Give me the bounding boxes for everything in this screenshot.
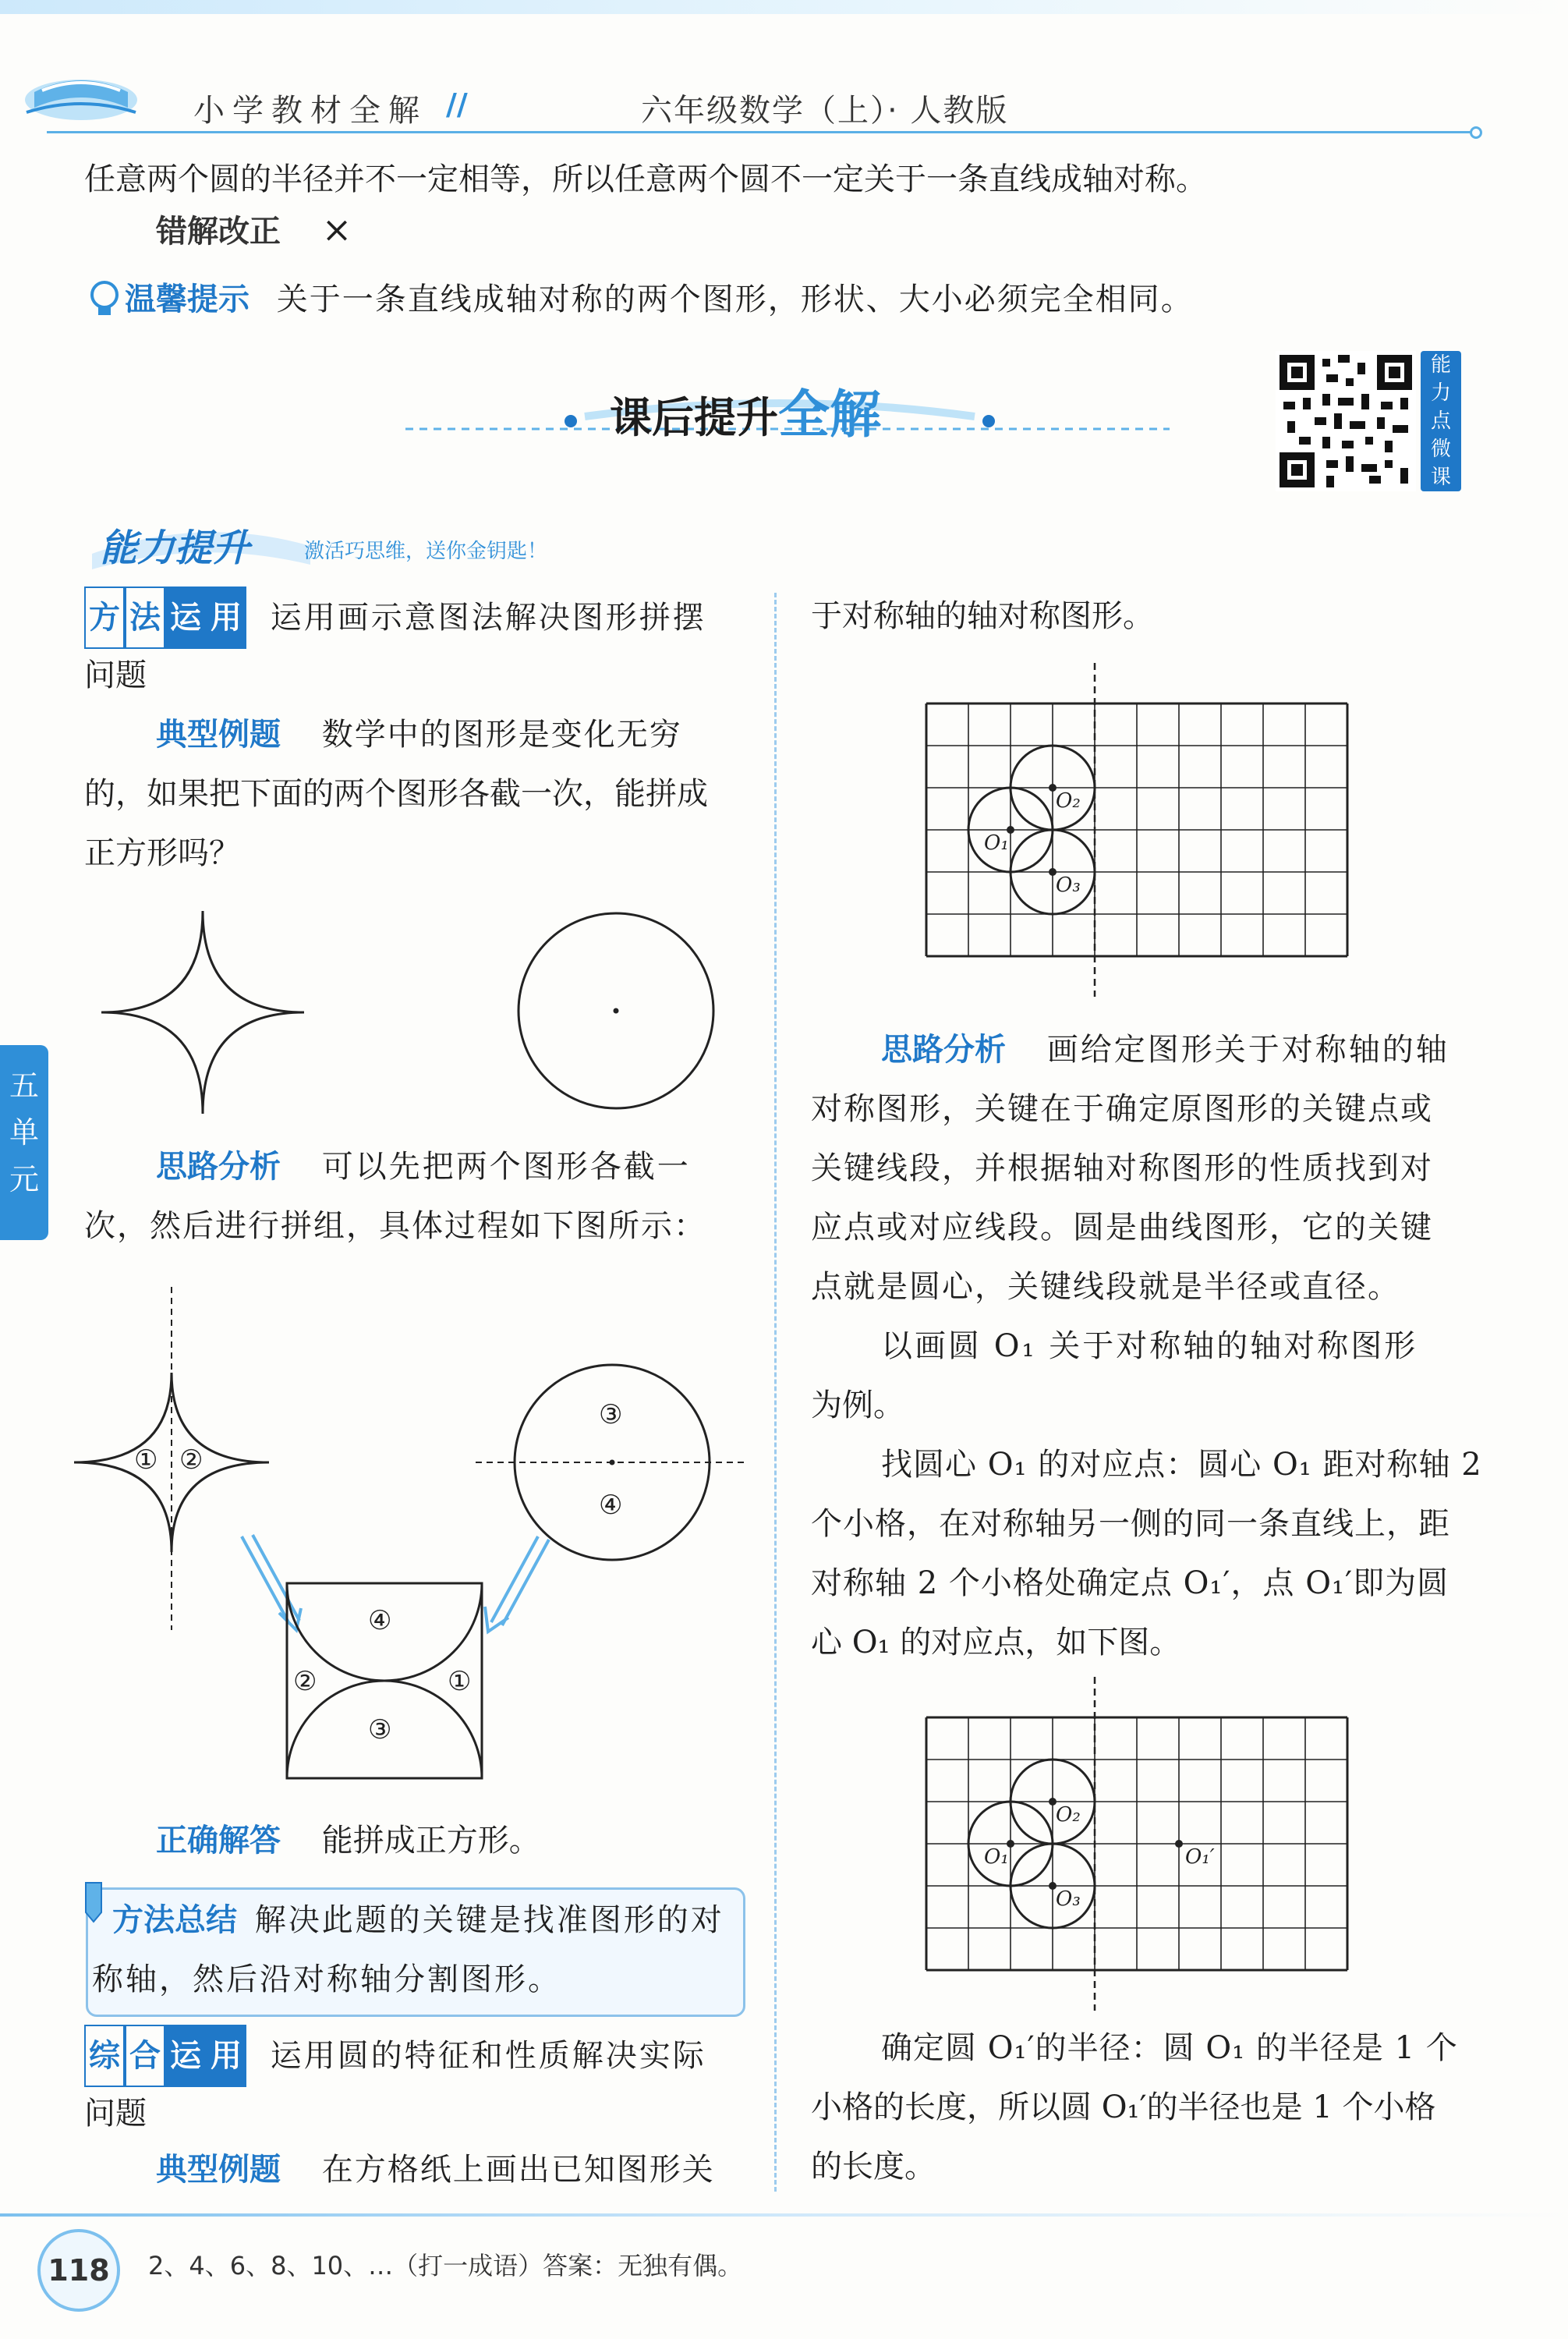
comp-title-1: 运用圆的特征和性质解决实际 <box>270 2038 706 2074</box>
label-four-square: ④ <box>368 1605 392 1636</box>
comp-box-char: 合 <box>125 2025 165 2087</box>
right-analysis-line-5: 点就是圆心，关键线段就是半径或直径。 <box>811 1269 1400 1305</box>
book-logo-icon <box>19 61 143 123</box>
lightbulb-icon <box>87 278 123 321</box>
method-box-char: 用 <box>206 587 246 649</box>
qr-side-char: 微 <box>1430 438 1451 461</box>
header-slashes: // <box>446 87 468 122</box>
summary-row <box>112 1891 724 1950</box>
method-box-char: 方 <box>84 587 125 649</box>
grid-figure-2 <box>920 1677 1357 2012</box>
label-two-astroid: ② <box>179 1444 204 1476</box>
right-p3-line-2: 个小格，在对称轴另一侧的同一条直线上，距 <box>811 1506 1450 1542</box>
comp-title-2: 问题 <box>84 2096 147 2132</box>
astroid-shape <box>101 911 304 1114</box>
qr-code-icon[interactable] <box>1276 351 1416 491</box>
example-line-2: 的，如果把下面的两个图形各截一次，能拼成 <box>84 776 708 812</box>
analysis-line-1: 可以先把两个图形各截一 <box>321 1149 691 1185</box>
correction-mark: × <box>321 208 352 250</box>
analysis-line-2: 次，然后进行拼组，具体过程如下图所示： <box>84 1208 706 1244</box>
qr-side-char: 力 <box>1430 381 1451 405</box>
tip-row <box>125 270 1194 329</box>
example-line-1: 数学中的图形是变化无穷 <box>321 717 682 753</box>
header-rule-end <box>1470 126 1482 139</box>
grid1-label-o3: O₃ <box>1056 874 1081 897</box>
summary-line-1: 解决此题的关键是找准图形的对 <box>254 1902 724 1938</box>
top-line: 任意两个圆的半径并不一定相等，所以任意两个圆不一定关于一条直线成轴对称。 <box>84 161 1207 197</box>
right-analysis-line-1: 画给定图形关于对称轴的轴 <box>1046 1032 1449 1068</box>
section-title <box>610 373 881 447</box>
ability-title: 能力提升 <box>100 526 250 570</box>
summary-label: 方法总结 <box>112 1902 237 1938</box>
header-rule <box>47 131 1474 133</box>
unit-tab-char: 单 <box>9 1115 39 1150</box>
cut-assembly-diagram <box>70 1287 756 1786</box>
circle-shape <box>515 909 717 1112</box>
comp-heading <box>84 2025 755 2087</box>
right-p4-line-2: 小格的长度，所以圆 O₁′的半径也是 1 个小格 <box>811 2089 1436 2125</box>
correction-row <box>156 200 352 261</box>
unit-tab-char: 五 <box>9 1068 39 1103</box>
cut-astroid <box>74 1287 269 1630</box>
section-title-a: 课后提升 <box>610 393 778 442</box>
right-p4-line-1: 确定圆 O₁′的半径：圆 O₁ 的半径是 1 个 <box>881 2030 1458 2066</box>
example-label: 典型例题 <box>156 717 281 753</box>
right-p2-line-1: 以画圆 O₁ 关于对称轴的轴对称图形 <box>881 1328 1418 1364</box>
footer-rule <box>0 2213 1568 2217</box>
example-row <box>156 705 682 764</box>
right-analysis-line-4: 应点或对应线段。圆是曲线图形，它的关键 <box>811 1210 1433 1246</box>
method-title-1: 运用画示意图法解决图形拼摆 <box>270 600 706 636</box>
qr-side-char: 点 <box>1430 409 1451 433</box>
correction-label: 错解改正 <box>156 214 281 250</box>
example-line-3: 正方形吗？ <box>84 835 240 871</box>
book-title: 小学教材全解 <box>193 93 427 129</box>
label-three-square: ③ <box>368 1714 392 1745</box>
right-analysis-row <box>881 1020 1449 1079</box>
example2-label: 典型例题 <box>156 2152 281 2188</box>
summary-line-2: 称轴，然后沿对称轴分割图形。 <box>92 1962 561 1997</box>
right-p3-line-4: 心 O₁ 的对应点，如下图。 <box>811 1625 1181 1660</box>
grid2-label-o1-prime: O₁′ <box>1185 1845 1215 1869</box>
answer-label: 正确解答 <box>156 1823 281 1859</box>
qr-side-char: 能 <box>1430 353 1451 377</box>
right-analysis-line-3: 关键线段，并根据轴对称图形的性质找到对 <box>811 1150 1433 1186</box>
analysis-row <box>156 1137 691 1196</box>
grid-lines <box>926 1717 1347 1970</box>
answer-row <box>156 1811 540 1870</box>
pencil-icon <box>78 1881 109 1923</box>
comp-box-char: 运 <box>165 2025 206 2087</box>
grid2-label-o3: O₃ <box>1056 1887 1081 1911</box>
point-o1-prime-center <box>1175 1840 1183 1848</box>
grid1-label-o1: O₁ <box>984 831 1009 855</box>
right-cont-line: 于对称轴的轴对称图形。 <box>811 598 1154 634</box>
footer-riddle: 2、4、6、8、10、…（打一成语）答案：无独有偶。 <box>148 2251 743 2281</box>
method-box-char: 法 <box>125 587 165 649</box>
tip-label: 温馨提示 <box>125 282 250 317</box>
right-p4-line-3: 的长度。 <box>811 2149 936 2185</box>
right-p2-line-2: 为例。 <box>811 1387 904 1423</box>
right-p3-line-3: 对称轴 2 个小格处确定点 O₁′，点 O₁′即为圆 <box>811 1565 1449 1601</box>
unit-side-tab <box>0 1045 48 1240</box>
right-p3-line-1: 找圆心 O₁ 的对应点：圆心 O₁ 距对称轴 2 <box>881 1447 1482 1483</box>
method-heading <box>84 587 755 649</box>
tip-text: 关于一条直线成轴对称的两个图形，形状、大小必须完全相同。 <box>276 282 1194 317</box>
example2-row <box>156 2140 715 2199</box>
comp-box-char: 综 <box>84 2025 125 2087</box>
grid1-label-o2: O₂ <box>1056 789 1081 813</box>
method-box-char: 运 <box>165 587 206 649</box>
grade-title: 六年级数学（上）· 人教版 <box>641 93 1009 129</box>
answer-text: 能拼成正方形。 <box>321 1823 540 1859</box>
right-analysis-line-2: 对称图形，关键在于确定原图形的关键点或 <box>811 1091 1433 1127</box>
grid2-label-o1: O₁ <box>984 1845 1009 1869</box>
header-band <box>0 0 1568 14</box>
label-one-astroid: ① <box>134 1444 158 1476</box>
grid2-label-o2: O₂ <box>1056 1803 1081 1827</box>
cut-circle <box>476 1365 749 1560</box>
label-three-circle: ③ <box>599 1399 623 1430</box>
ability-slogan: 激活巧思维，送你金钥匙！ <box>304 540 548 563</box>
right-analysis-label: 思路分析 <box>881 1032 1006 1068</box>
label-one-square: ① <box>448 1666 472 1697</box>
column-divider <box>774 593 777 2192</box>
method-title-2: 问题 <box>84 657 147 693</box>
comp-box-char: 用 <box>206 2025 246 2087</box>
grid-circles-1 <box>920 663 1357 998</box>
section-title-b: 全解 <box>778 385 881 445</box>
page-number: 118 <box>37 2229 120 2312</box>
qr-side-label <box>1421 351 1461 491</box>
analysis-label: 思路分析 <box>156 1149 281 1185</box>
example2-line-1: 在方格纸上画出已知图形关 <box>321 2152 715 2188</box>
qr-side-char: 课 <box>1430 466 1451 489</box>
unit-tab-char: 元 <box>9 1162 39 1196</box>
label-four-circle: ④ <box>599 1490 623 1521</box>
label-two-square: ② <box>293 1666 317 1697</box>
